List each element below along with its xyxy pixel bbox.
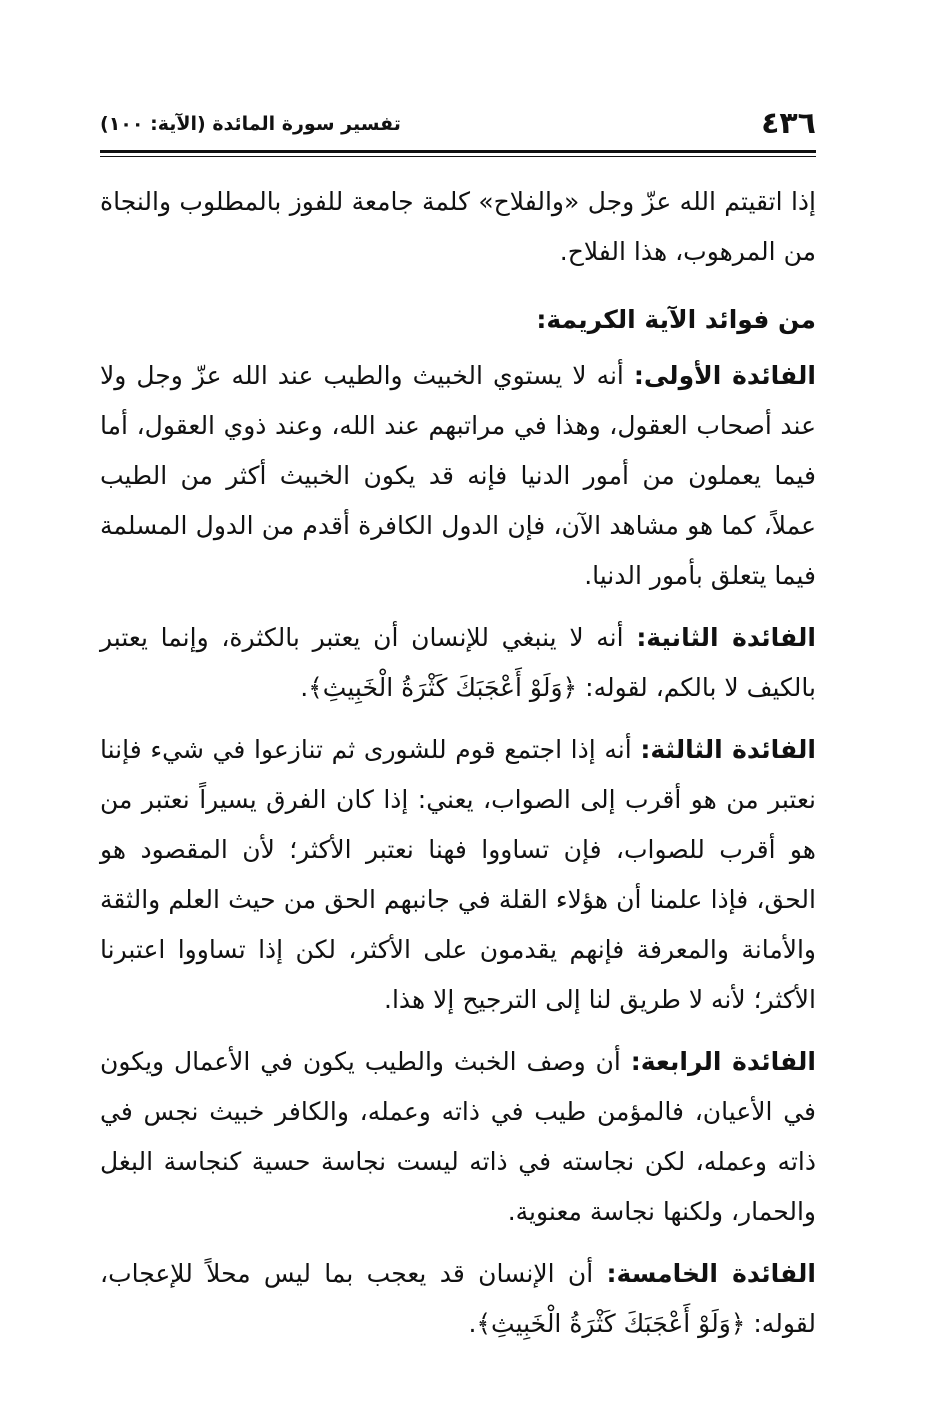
benefit-label: الفائدة الأولى: bbox=[633, 361, 816, 390]
benefit-4 bbox=[100, 1037, 816, 1237]
header-rule-thin bbox=[100, 156, 816, 157]
benefit-label: الفائدة الرابعة: bbox=[630, 1047, 816, 1076]
section-heading: من فوائد الآية الكريمة: bbox=[536, 305, 816, 334]
benefit-3 bbox=[100, 725, 816, 1025]
running-title: تفسير سورة المائدة (الآية: ١٠٠) bbox=[100, 113, 401, 135]
benefit-label: الفائدة الخامسة: bbox=[606, 1259, 817, 1288]
benefit-5 bbox=[100, 1249, 816, 1349]
intro-paragraph: إذا اتقيتم الله عزّ وجل «والفلاح» كلمة جامعة للفوز بالمطلوب والنجاة من المرهوب، هذا الفلاح. bbox=[100, 187, 816, 266]
benefit-label: الفائدة الثالثة: bbox=[640, 735, 817, 764]
benefit-2 bbox=[100, 613, 816, 713]
quran-quote: ﴿وَلَوْ أَعْجَبَكَ كَثْرَةُ الْخَبِيثِ﴾ bbox=[308, 673, 578, 702]
benefit-text: أنه لا يستوي الخبيث والطيب عند الله عزّ وجل ولا عند أصحاب العقول، وهذا في مراتبهم عند الله، وعند ذوي العقول، أما فيما يعملون من أمور الدنيا فإنه قد يكون الخبيث أكثر من الطيب عملاً، كما هو مشاهد الآن، فإن الدول الكافرة أقدم من الدول المسلمة فيما يتعلق بأمور الدنيا. bbox=[100, 361, 816, 590]
benefit-text: أنه لا ينبغي للإنسان أن يعتبر بالكثرة، وإنما يعتبر بالكيف لا بالكم، لقوله: bbox=[100, 623, 816, 702]
benefit-text: أن وصف الخبث والطيب يكون في الأعمال ويكون في الأعيان، فالمؤمن طيب في ذاته وعمله، والكافر خبيث نجس في ذاته وعمله، لكن نجاسته في ذاته ليست نجاسة حسية كنجاسة البغل والحمار، ولكنها نجاسة معنوية. bbox=[100, 1047, 816, 1226]
page-header bbox=[100, 104, 816, 144]
quran-quote: ﴿وَلَوْ أَعْجَبَكَ كَثْرَةُ الْخَبِيثِ﴾ bbox=[476, 1309, 746, 1338]
benefit-tail: . bbox=[300, 673, 309, 702]
benefit-tail: . bbox=[468, 1309, 477, 1338]
page-number: ٤٣٦ bbox=[761, 106, 816, 141]
page-body bbox=[100, 177, 816, 1349]
benefit-text: أن الإنسان قد يعجب بما ليس محلاً للإعجاب، لقوله: bbox=[100, 1259, 816, 1338]
benefit-label: الفائدة الثانية: bbox=[636, 623, 816, 652]
benefit-1 bbox=[100, 351, 816, 601]
benefit-text: أنه إذا اجتمع قوم للشورى ثم تنازعوا في شيء فإننا نعتبر من هو أقرب إلى الصواب، يعني: إذا كان الفرق يسيراً نعتبر من هو أقرب للصواب، فإن تساووا فهنا نعتبر الأكثر؛ لأن المقصود هو الحق، فإذا علمنا أن هؤلاء القلة في جانبهم الحق من حيث العلم والثقة والأمانة والمعرفة فإنهم يقدمون على الأكثر، لكن إذا تساووا اعتبرنا الأكثر؛ لأنه لا طريق لنا إلى الترجيح إلا هذا. bbox=[100, 735, 816, 1014]
header-rule-thick bbox=[100, 150, 816, 153]
book-page bbox=[100, 104, 816, 1361]
